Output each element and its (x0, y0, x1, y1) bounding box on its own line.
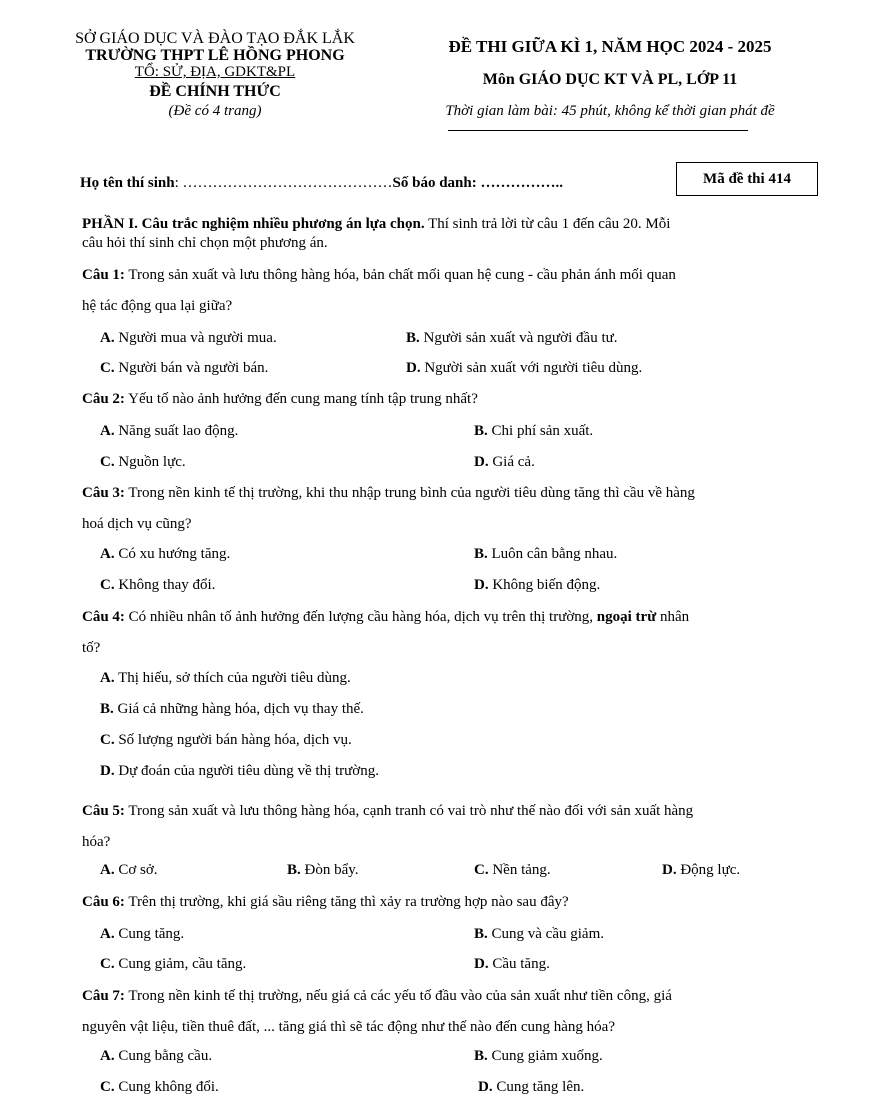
question-label: Câu 2: (82, 391, 125, 407)
option-key: B. (474, 1048, 488, 1064)
option-key: C. (100, 1079, 115, 1095)
q6-option-d[interactable] (474, 956, 550, 973)
question-4 (82, 602, 804, 664)
q4-option-c[interactable] (100, 732, 352, 749)
option-key: C. (100, 732, 115, 748)
option-text: Giá cả. (488, 454, 535, 470)
option-text: Động lực. (676, 862, 741, 878)
option-key: D. (474, 577, 489, 593)
option-key: C. (100, 454, 115, 470)
option-key: B. (474, 546, 488, 562)
option-key: D. (662, 862, 677, 878)
q6-option-b[interactable] (474, 926, 604, 943)
question-label: Câu 6: (82, 894, 125, 910)
option-text: Số lượng người bán hàng hóa, dịch vụ. (114, 732, 352, 748)
option-key: A. (100, 546, 115, 562)
option-text: Cung không đổi. (114, 1079, 219, 1095)
question-text: Trong nền kinh tế thị trường, nếu giá cả các yếu tố đầu vào của sản xuất như tiền công, giá (124, 988, 672, 1004)
option-key: C. (100, 360, 115, 376)
question-text: Trong sản xuất và lưu thông hàng hóa, cạnh tranh có vai trò như thế nào đối với sản xuất hàng (124, 803, 694, 819)
q5-option-b[interactable] (287, 862, 359, 879)
q1-option-d[interactable] (406, 360, 642, 377)
question-5 (82, 796, 804, 858)
page-count: (Đề có 4 trang) (168, 103, 262, 119)
exam-header (400, 37, 820, 120)
exam-code: Mã đề thi 414 (703, 170, 791, 187)
q2-option-b[interactable] (474, 423, 593, 440)
option-text: Người bán và người bán. (114, 360, 269, 376)
part1-title: PHẦN I. Câu trắc nghiệm nhiều phương án lựa chọn. (82, 216, 425, 232)
student-id-label: Số báo danh: …………….. (392, 175, 563, 191)
option-text: Không thay đổi. (114, 577, 216, 593)
department-name: SỞ GIÁO DỤC VÀ ĐÀO TẠO ĐẮK LẮK (75, 30, 355, 47)
official-label: ĐỀ CHÍNH THỨC (149, 83, 281, 100)
question-text-cont: nguyên vật liệu, tiền thuê đất, ... tăng giá thì sẽ tác động như thế nào đến cung hàng hóa? (82, 1019, 615, 1035)
exam-title: ĐỀ THI GIỮA KÌ 1, NĂM HỌC 2024 - 2025 (448, 37, 772, 56)
q1-option-a[interactable] (100, 330, 277, 347)
question-3 (82, 478, 804, 540)
group-name: TỔ: SỬ, ĐỊA, GDKT&PL (134, 64, 296, 80)
exam-time: Thời gian làm bài: 45 phút, không kể thời gian phát đề (445, 103, 775, 119)
option-text: Nguồn lực. (114, 454, 186, 470)
q1-option-c[interactable] (100, 360, 268, 377)
q3-option-d[interactable] (474, 577, 600, 594)
question-text: Trong sản xuất và lưu thông hàng hóa, bản chất mối quan hệ cung - cầu phản ánh mối quan (124, 267, 676, 283)
question-label: Câu 3: (82, 485, 125, 501)
question-text: Trong nền kinh tế thị trường, khi thu nhập trung bình của người tiêu dùng tăng thì cầu về hàng (124, 485, 695, 501)
option-text: Không biến động. (488, 577, 601, 593)
option-text: Dự đoán của người tiêu dùng về thị trường. (114, 763, 379, 779)
student-name-dots: : …………………………………… (174, 175, 393, 191)
question-6 (82, 887, 804, 918)
option-key: A. (100, 330, 115, 346)
question-label: Câu 4: (82, 609, 125, 625)
option-key: A. (100, 423, 115, 439)
question-label: Câu 5: (82, 803, 125, 819)
student-name-label: Họ tên thí sinh (80, 175, 175, 191)
question-emphasis: ngoại trừ (596, 609, 657, 625)
part1-instruction: Thí sinh trả lời từ câu 1 đến câu 20. Mỗi (424, 216, 671, 232)
option-key: A. (100, 862, 115, 878)
question-text-cont: hệ tác động qua lại giữa? (82, 298, 233, 314)
option-key: A. (100, 1048, 115, 1064)
option-text: Người sản xuất với người tiêu dùng. (420, 360, 643, 376)
exam-code-box (676, 162, 818, 196)
q2-option-a[interactable] (100, 423, 238, 440)
school-name: TRƯỜNG THPT LÊ HỒNG PHONG (85, 47, 345, 64)
question-text-end: nhân (656, 609, 690, 625)
question-1 (82, 260, 804, 322)
option-key: A. (100, 670, 115, 686)
question-text: Yếu tố nào ảnh hưởng đến cung mang tính tập trung nhất? (124, 391, 478, 407)
q3-option-c[interactable] (100, 577, 215, 594)
question-2 (82, 384, 804, 415)
option-key: C. (474, 862, 489, 878)
q1-option-b[interactable] (406, 330, 618, 347)
question-text-cont: hóa? (82, 834, 111, 850)
option-text: Có xu hướng tăng. (114, 546, 231, 562)
option-key: C. (100, 956, 115, 972)
q2-option-c[interactable] (100, 454, 186, 471)
option-key: D. (474, 454, 489, 470)
question-text: Trên thị trường, khi giá sầu riêng tăng thì xảy ra trường hợp nào sau đây? (124, 894, 569, 910)
option-text: Cung tăng lên. (492, 1079, 585, 1095)
option-text: Năng suất lao động. (114, 423, 239, 439)
header-divider (448, 130, 748, 131)
option-key: D. (474, 956, 489, 972)
q7-option-b[interactable] (474, 1048, 603, 1065)
option-text: Người mua và người mua. (114, 330, 277, 346)
option-text: Cung giảm xuống. (487, 1048, 603, 1064)
question-text: Có nhiều nhân tố ảnh hưởng đến lượng cầu hàng hóa, dịch vụ trên thị trường, (124, 609, 597, 625)
q7-option-a[interactable] (100, 1048, 212, 1065)
q3-option-b[interactable] (474, 546, 617, 563)
question-7 (82, 981, 804, 1043)
option-key: D. (406, 360, 421, 376)
part1-instruction-2: câu hỏi thí sinh chỉ chọn một phương án. (82, 235, 328, 251)
option-key: B. (100, 701, 114, 717)
q5-option-d[interactable] (662, 862, 740, 879)
option-text: Cơ sở. (114, 862, 158, 878)
q4-option-b[interactable] (100, 701, 364, 718)
option-key: C. (100, 577, 115, 593)
q2-option-d[interactable] (474, 454, 535, 471)
question-label: Câu 7: (82, 988, 125, 1004)
option-key: B. (474, 926, 488, 942)
option-text: Giá cả những hàng hóa, dịch vụ thay thế. (113, 701, 364, 717)
school-header (50, 30, 380, 120)
part1-intro (82, 215, 670, 253)
q3-option-a[interactable] (100, 546, 230, 563)
option-text: Nền tảng. (488, 862, 551, 878)
option-text: Luôn cân bằng nhau. (487, 546, 618, 562)
q5-option-a[interactable] (100, 862, 158, 879)
option-key: D. (478, 1079, 493, 1095)
q6-option-a[interactable] (100, 926, 184, 943)
question-label: Câu 1: (82, 267, 125, 283)
q5-option-c[interactable] (474, 862, 551, 879)
option-text: Cung bằng cầu. (114, 1048, 213, 1064)
option-text: Cung tăng. (114, 926, 185, 942)
option-text: Thị hiếu, sở thích của người tiêu dùng. (114, 670, 351, 686)
q7-option-c[interactable] (100, 1079, 219, 1096)
option-key: A. (100, 926, 115, 942)
question-text-cont: tố? (82, 640, 101, 656)
q4-option-a[interactable] (100, 670, 351, 687)
option-key: B. (474, 423, 488, 439)
option-text: Cầu tăng. (488, 956, 550, 972)
option-text: Cung và cầu giảm. (487, 926, 604, 942)
option-text: Người sản xuất và người đầu tư. (419, 330, 618, 346)
option-text: Chi phí sản xuất. (487, 423, 594, 439)
option-key: D. (100, 763, 115, 779)
q7-option-d[interactable] (478, 1079, 584, 1096)
q6-option-c[interactable] (100, 956, 246, 973)
q4-option-d[interactable] (100, 763, 379, 780)
student-info-line (80, 175, 563, 192)
option-key: B. (406, 330, 420, 346)
option-text: Cung giảm, cầu tăng. (114, 956, 247, 972)
option-text: Đòn bẩy. (300, 862, 359, 878)
option-key: B. (287, 862, 301, 878)
question-text-cont: hoá dịch vụ cũng? (82, 516, 192, 532)
exam-subject: Môn GIÁO DỤC KT VÀ PL, LỚP 11 (482, 71, 738, 88)
